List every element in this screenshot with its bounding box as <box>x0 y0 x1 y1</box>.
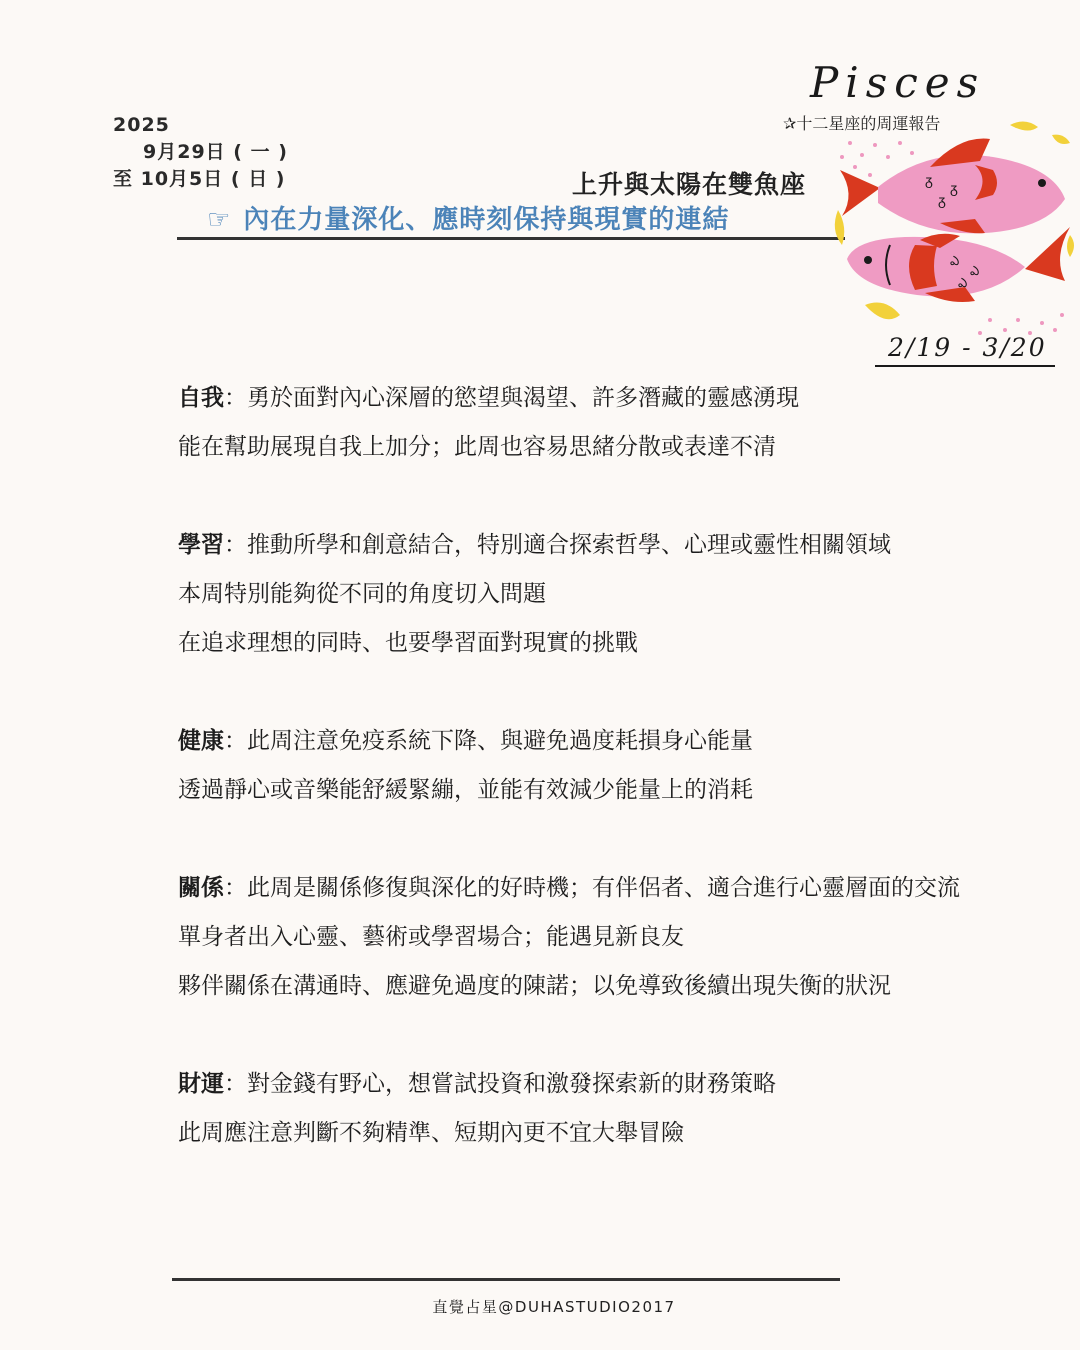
section-label: 自我 <box>178 385 224 411</box>
headline-subtitle: 上升與太陽在雙魚座 <box>571 170 806 199</box>
section-line <box>178 717 960 766</box>
section-relationships <box>178 864 960 1011</box>
section-label: 健康 <box>178 728 224 754</box>
footer-credit: 直覺占星@DUHASTUDIO2017 <box>432 1298 676 1316</box>
section-text: ：勇於面對內心深層的慾望與渴望、許多潛藏的靈感湧現 <box>224 385 799 411</box>
section-text: ：此周注意免疫系統下降、與避免過度耗損身心能量 <box>224 728 753 754</box>
svg-text:ఎ: ఎ <box>970 264 980 279</box>
footer-divider <box>172 1278 840 1281</box>
upper-fish <box>840 139 1065 234</box>
section-health <box>178 717 960 815</box>
headline-title <box>207 199 729 236</box>
section-line <box>178 864 960 913</box>
sign-name: Pisces <box>810 58 986 107</box>
section-label: 學習 <box>178 532 224 558</box>
section-text: ：對金錢有野心，想嘗試投資和激發探索新的財務策略 <box>224 1071 776 1097</box>
section-line: 此周應注意判斷不夠精準、短期內更不宜大舉冒險 <box>178 1120 684 1146</box>
two-fish-pisces-illustration <box>830 115 1080 350</box>
section-line <box>178 521 960 570</box>
section-line: 能在幫助展現自我上加分；此周也容易思緒分散或表達不清 <box>178 434 776 460</box>
svg-text:ᵹ: ᵹ <box>938 193 946 209</box>
section-line <box>178 374 960 423</box>
sign-date-underline <box>875 365 1055 367</box>
horoscope-body <box>178 374 960 1207</box>
section-label: 關係 <box>178 875 224 901</box>
svg-text:ᵹ: ᵹ <box>925 173 933 189</box>
section-wealth <box>178 1060 960 1158</box>
pointing-hand-icon: ☞ <box>207 205 232 235</box>
section-line: 單身者出入心靈、藝術或學習場合；能遇見新良友 <box>178 924 684 950</box>
date-start: 9月29日 ( 一 ) <box>143 141 288 163</box>
section-line: 夥伴關係在溝通時、應避免過度的陳諾；以免導致後續出現失衡的狀況 <box>178 973 891 999</box>
date-block <box>113 112 288 193</box>
section-learning <box>178 521 960 668</box>
section-text: ：推動所學和創意結合，特別適合探索哲學、心理或靈性相關領域 <box>224 532 891 558</box>
sign-subtitle: ✰十二星座的周運報告 <box>783 114 941 133</box>
section-self <box>178 374 960 472</box>
section-line: 本周特別能夠從不同的角度切入問題 <box>178 581 546 607</box>
lower-fish <box>847 227 1070 302</box>
svg-text:ఎ: ఎ <box>958 276 968 291</box>
section-line: 在追求理想的同時、也要學習面對現實的挑戰 <box>178 630 638 656</box>
section-label: 財運 <box>178 1071 224 1097</box>
header-divider <box>177 237 845 240</box>
svg-text:ᵹ: ᵹ <box>950 181 958 197</box>
date-end: 至 10月5日 ( 日 ) <box>113 168 286 190</box>
section-line <box>178 1060 960 1109</box>
sign-date-range: 2/19 - 3/20 <box>888 333 1047 362</box>
section-text: ：此周是關係修復與深化的好時機；有伴侶者、適合進行心靈層面的交流 <box>224 875 960 901</box>
section-line: 透過靜心或音樂能舒緩緊繃，並能有效減少能量上的消耗 <box>178 777 753 803</box>
headline-title-text: 內在力量深化、應時刻保持與現實的連結 <box>243 205 730 235</box>
year: 2025 <box>113 114 170 136</box>
svg-text:ఎ: ఎ <box>950 254 960 269</box>
